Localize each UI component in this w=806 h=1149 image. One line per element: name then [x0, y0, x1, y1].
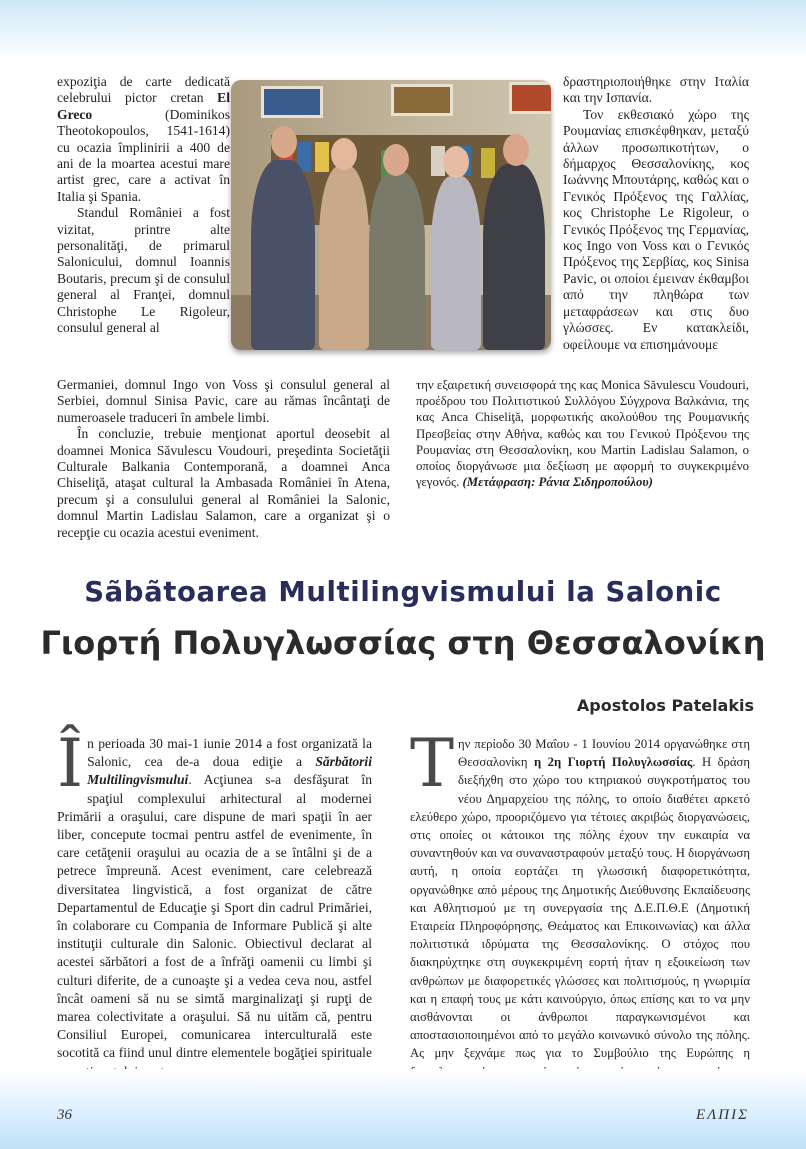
article-title-gr: Γιορτή Πολυγλωσσίας στη Θεσσαλονίκη: [40, 624, 766, 662]
dropcap-ro: Î: [57, 725, 84, 802]
page-number: 36: [57, 1107, 72, 1123]
wall-painting: [261, 86, 323, 118]
event-name-ro: Sărbătorii Multilingvismului: [87, 754, 372, 788]
el-greco-name: El Greco: [57, 90, 230, 122]
event-photo: [231, 80, 551, 350]
header-band: [0, 0, 806, 60]
dropcap-gr: Τ: [410, 725, 455, 802]
gr-column-top: [563, 74, 749, 353]
journal-name: ΕΛΠΙΣ: [696, 1107, 749, 1123]
article-title-ro: Sãbãtoarea Multilingvismului la Salonic: [84, 576, 722, 608]
ro-text: n perioada 30 mai-1 iunie 2014 a fost organizată la Salonic, cea de-a doua ediţie a: [87, 736, 372, 770]
person: [431, 176, 481, 350]
gr-text: την εξαιρετική συνεισφορά της κας Monica Săvulescu Voudouri, προέδρου του Πολιτιστικού Συλλόγου Σύγχρονα Βαλκάνια, της κας Anca Chiseliţă, μορφωτικής ακολούθου της Ρουμανικής Πρεσβείας στην Αθήνα, καθώς και του Γενικού Πρόξενου της Ρουμανίας στη Θεσσαλονίκη, κου Martin Ladislau Salamon, ο οποίος διοργάνωσε μια δεξίωση με αφορμή το συγκεκριμένο γεγονός.: [416, 378, 749, 490]
person: [483, 164, 545, 350]
wall-painting: [391, 84, 453, 116]
article-author: Apostolos Patelakis: [576, 696, 754, 715]
ro-column-top: [57, 74, 230, 337]
ro-text: (Dominikos Theotokopoulos, 1541-1614) cu ocazia împlinirii a 400 de ani de la moartea acestui mare artist grec, care a activat în Italia şi Spania.: [57, 106, 230, 204]
person: [369, 172, 425, 350]
gr-text: δραστηριοποιήθηκε στην Ιταλία και την Ισπανία.: [563, 74, 749, 106]
footer-band: [0, 1069, 806, 1149]
gr-column-bottom: [416, 377, 749, 490]
gr-text: ην περίοδο 30 Μαΐου - 1 Ιουνίου 2014 οργανώθηκε στη Θεσσαλονίκη: [458, 737, 750, 770]
ro-paragraph: În concluzie, trebuie menţionat aportul deosebit al doamnei Monica Săvulescu Voudouri, preşedinta Societăţii Culturale Balkania Contemporană, a doamnei Anca Chiseliţă, ataşat cultural la Ambasada României în Atena, precum şi a consulului general al României la Salonic, domnul Martin Ladislau Salamon, care a organizat şi o recepţie cu ocazia acestui eveniment.: [57, 426, 390, 540]
gr-text: . Η δράση διεξήχθη στο χώρο του κτηριακού συγκροτήματος του νέου Δημαρχείου της πόλης, το οποίο διαθέτει αρκετό ελεύθερο χώρο, προοριζόμενο για τέτοιες ακριβώς διοργανώσεις, στις οποίες οι κάτοικοι της πόλης έχουν την ευκαιρία να συναντηθούν και να συναναστραφούν μεταξύ τους. Η διοργάνωση αυτή, η οποία εορτάζει τη γλωσσική διαφορετικότητα, οργανώθηκε από μέρους της Δημοτικής Διεύθυνσης Εκπαίδευσης και Αθλητισμού με τη συνεργασία της Δ.Ε.Π.Θ.Ε (Δημοτική Εταιρεία Πληροφόρησης, Θεάματος και Επικοινωνίας) και άλλα πολιτιστικά ιδρύματα της Θεσσαλονίκης. Ο στόχος που διακηρύχτηκε στη συγκεκριμένη εορτή ήταν η εξοικείωση των ανθρώπων με διαφορετικές γλώσσες και πολιτισμούς, η γνωριμία και η επαφή τους με κάτι καινούργιο, όπως επίσης και το να μην αισθάνονται οι άνθρωποι παραγκωνισμένοι και αποστασιοποιημένοι από το μεγάλο κοινωνικό σύνολο της πόλης. Ας μην ξεχνάμε πως για το Συμβούλιο της Ευρώπης η: [410, 755, 750, 1061]
wall-painting: [509, 82, 551, 114]
person: [251, 160, 315, 350]
ro-paragraph: Standul României a fost vizitat, printre alte personalităţi, de primarul Salonicului, domnul Ioannis Boutaris, precum şi de consulul general al Franţei, domnul Christophe Le Rigoleur, consulul general al: [57, 205, 230, 336]
article-gr-column: [410, 725, 750, 1117]
gr-paragraph: Τον εκθεσιακό χώρο της Ρουμανίας επισκέφθηκαν, μεταξύ άλλων προσωπικοτήτων, ο δήμαρχος Θεσσαλονίκης, κος Ιωάννης Μπουτάρης, καθώς και ο Γενικός Πρόξενος της Γαλλίας, κος Christophe Le Rigoleur, ο Γενικός Πρόξενος της Γερμανίας, κος Ingo von Voss και ο Γενικός Πρόξενος της Σερβίας, κος Sinisa Pavic, οι οποίοι έμειναν έκθαμβοι από την πληθώρα των μεταφράσεων και στις δυο γλώσσες. Εν κατακλείδι, οφείλουμε να επισημάνουμε: [563, 106, 749, 352]
ro-text: expoziţia de carte dedicată celebrului pictor cretan: [57, 74, 230, 106]
ro-text: . Acţiunea s-a desfăşurat în spaţiul complexului arhitectural al modernei Primării a oraşului, care dispune de mari spaţii în aer liber, concepute tocmai pentru astfel de evenimente, în care cetăţenii oraşului au ocazia de a se întâlni şi de a petrece împreună. Acest eveniment, care celebrează diversitatea lingvistică, a fost organizat de către Departamentul de Educaţie şi Sport din cadrul Primăriei, în colaborare cu Compania de Informare Publică şi alte instituţii culturale din Salonic. Obiectivul declarat al acestei sărbători a fost de a înfrăţi oamenii cu limbi şi culturi diferite, de a cunoaşte şi a vedea ceva nou, astfel încât oameni să nu se simtă marginalizaţi şi rupţi de marea colectivitate a oraşului. Să nu uităm că, pentru Consiliul Europei, comunicarea interculturală este socotită ca fiind unul dintre elementele bogăţiei spirituale: [57, 772, 372, 1061]
person: [319, 166, 369, 350]
ro-text: Germaniei, domnul Ingo von Voss şi consulul general al Serbiei, domnul Sinisa Pavic, care au rămas încântaţi de numeroasele traduceri în ambele limbi.: [57, 377, 390, 425]
event-name-gr: η 2η Γιορτή Πολυγλωσσίας: [533, 755, 693, 770]
ro-column-bottom: [57, 377, 390, 541]
article-ro-column: [57, 725, 372, 1081]
translation-credit: (Μετάφραση: Ράνια Σιδηροπούλου): [462, 475, 653, 490]
